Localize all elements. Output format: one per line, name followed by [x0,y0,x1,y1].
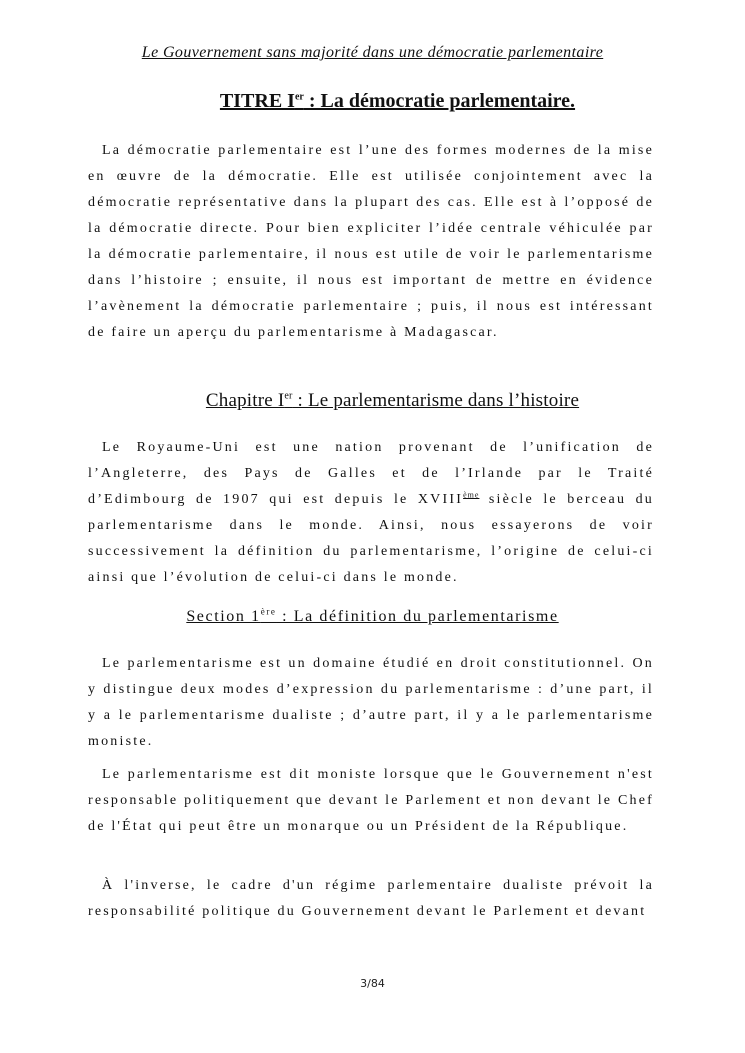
section-superscript: ère [260,606,277,617]
chapter-suffix: : Le parlementarisme dans l’histoire [292,390,580,411]
running-header: Le Gouvernement sans majorité dans une démocratie parlementaire [141,44,604,61]
chapter-paragraph [88,435,654,591]
section-paragraph-3: À l'inverse, le cadre d'un régime parlementaire dualiste prévoit la responsabilité politique du Gouvernement devant le Parlement et devant [88,878,654,919]
title-superscript: er [294,91,304,103]
chapter-prefix: Chapitre I [205,390,285,411]
title-prefix: TITRE I [219,90,295,112]
page-number: 3/84 [360,977,385,990]
section-heading [0,608,745,626]
title-suffix: : La démocratie parlementaire. [303,90,576,112]
chapter-heading [0,390,745,412]
section-prefix: Section 1 [186,608,261,625]
intro-paragraph: La démocratie parlementaire est l’une des formes modernes de la mise en œuvre de la démocratie. Elle est utilisée conjointement avec la démocratie représentative dans la plupart des cas. Elle est à l’opposé de la démocratie directe. Pour bien expliciter l’idée centrale véhiculée par la démocratie parlementaire, il nous est utile de voir le parlementarisme dans l’histoire ; ensuite, il nous est important de mettre en évidence l’avènement la démocratie parlementaire ; puis, il nous est intéressant de faire un aperçu du parlementarisme à Madagascar. [88,143,654,340]
section-suffix: : La définition du parlementarisme [276,608,559,625]
section-paragraph-1: Le parlementarisme est un domaine étudié en droit constitutionnel. On y distingue deux modes d’expression du parlementarisme : d’une part, il y a le parlementarisme dualiste ; d’autre part, il y a le parlementarisme moniste. [88,656,654,749]
title-heading [0,90,745,113]
century-superscript: ème [463,490,480,500]
chapter-superscript: er [284,390,293,402]
chapter-paragraph-part1: Le Royaume-Uni est une nation provenant de l’unification de l’Angleterre, des Pays de Galles et de l’Irlande par le Traité d’Edimbourg de 1907 qui est depuis le XVIII [88,440,654,507]
section-paragraph-2: Le parlementarisme est dit moniste lorsque que le Gouvernement n'est responsable politiquement que devant le Parlement et non devant le Chef de l'État qui peut être un monarque ou un Président de la République. [88,767,654,834]
chapter-paragraph-part2: siècle le berceau du parlementarisme dans le monde. Ainsi, nous essayerons de voir successivement la définition du parlementarisme, l’origine de celui-ci ainsi que l’évolution de celui-ci dans le monde. [88,492,654,585]
